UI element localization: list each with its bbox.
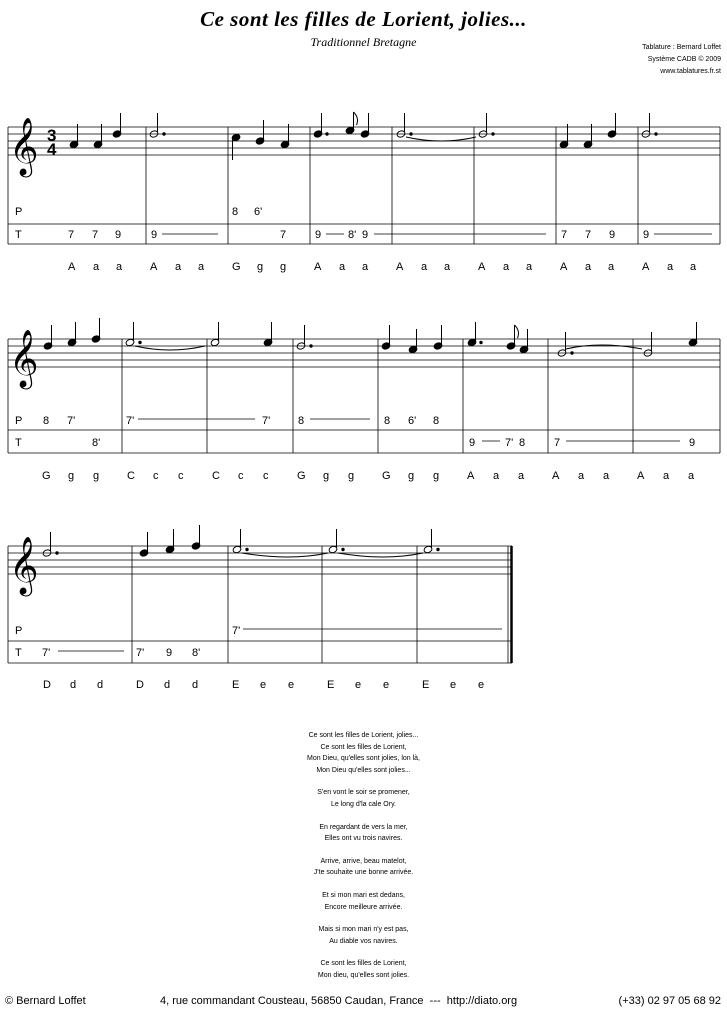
chord: G: [382, 470, 391, 482]
pull-number: 9: [315, 229, 322, 241]
lyric-line: Encore meilleure arrivée.: [324, 903, 403, 911]
lyric-line: Ce sont les filles de Lorient,: [320, 743, 407, 751]
chord: e: [355, 679, 362, 691]
push-number: 6': [408, 415, 417, 427]
chord: E: [327, 679, 335, 691]
credit-website: www.tablatures.fr.st: [660, 68, 721, 75]
chord: A: [642, 261, 650, 273]
chord: a: [93, 261, 100, 273]
staff-system-1: [8, 127, 720, 244]
chord: e: [288, 679, 295, 691]
chord: C: [212, 470, 220, 482]
lyric-line: Mais si mon mari n'y est pas,: [318, 926, 409, 934]
push-number: 7': [67, 415, 76, 427]
pull-row-3: [15, 647, 200, 659]
staff-system-3: [8, 546, 512, 663]
chord: A: [314, 261, 322, 273]
pull-number: 8: [519, 437, 526, 449]
lyric-line: J'te souhaite une bonne arrivée.: [313, 869, 414, 877]
lyrics-stanza: [0, 890, 727, 913]
lyric-line: Ce sont les filles de Lorient, jolies...: [308, 732, 419, 739]
pull-number: 9: [469, 437, 476, 449]
chord: g: [257, 261, 264, 273]
lyric-line: Le long d'la cale Ory.: [330, 800, 397, 808]
chord: C: [127, 470, 135, 482]
lyric-line: Ce sont les filles de Lorient,: [320, 960, 407, 968]
pull-number: 9: [362, 229, 369, 241]
chord: g: [408, 470, 415, 482]
chord: a: [688, 470, 695, 482]
lyric-line: En regardant de vers la mer,: [319, 823, 408, 831]
chord: c: [263, 470, 269, 482]
chord: a: [667, 261, 674, 273]
chord: g: [348, 470, 355, 482]
lyric-line: Mon dieu, qu'elles sont jolies.: [317, 971, 410, 979]
notes-system-2: [43, 318, 698, 357]
push-number: 8: [232, 206, 239, 218]
pull-number: 9: [151, 229, 158, 241]
chord: a: [198, 261, 205, 273]
lyric-line: Mon Dieu qu'elles sont jolies...: [316, 766, 411, 774]
chord: d: [70, 679, 77, 691]
page-title: Ce sont les filles de Lorient, jolies...: [200, 7, 527, 31]
lyrics-stanza: [0, 924, 727, 947]
pull-number: 7': [136, 647, 145, 659]
chord: d: [192, 679, 199, 691]
pull-number: 7: [554, 437, 561, 449]
lyrics-stanza: [0, 730, 727, 776]
chord: a: [663, 470, 670, 482]
pull-number: 7: [585, 229, 592, 241]
chord-row-3: [43, 679, 484, 691]
notes-system-3: [42, 525, 439, 557]
push-number: 7': [262, 415, 271, 427]
chord: c: [153, 470, 159, 482]
hold-lines-3: [58, 629, 502, 651]
pull-number: 9: [609, 229, 616, 241]
lyric-line: Arrive, arrive, beau matelot,: [320, 857, 407, 865]
lyrics-stanza: [0, 856, 727, 879]
lyric-line: Mon Dieu, qu'elles sont jolies, lon là,: [306, 755, 420, 763]
push-label: P: [15, 625, 23, 637]
lyrics: [0, 730, 727, 993]
chord: g: [93, 470, 100, 482]
chord: g: [323, 470, 330, 482]
chord: a: [608, 261, 615, 273]
chord-row-1: [68, 261, 697, 273]
time-sig-bottom: 4: [47, 140, 57, 159]
chord: D: [43, 679, 51, 691]
chord: G: [297, 470, 306, 482]
lyric-line: Et si mon mari est dedans,: [322, 891, 405, 899]
lyric-line: S'en vont le soir se promener,: [317, 789, 410, 797]
pull-number: 8': [92, 437, 101, 449]
chord-row-2: [42, 470, 695, 482]
chord: a: [518, 470, 525, 482]
push-number: 8: [298, 415, 305, 427]
chord: a: [175, 261, 182, 273]
chord: a: [585, 261, 592, 273]
chord: A: [150, 261, 158, 273]
chord: e: [450, 679, 457, 691]
push-row-3: [15, 625, 240, 637]
pull-label: T: [15, 229, 22, 241]
push-number: 7': [232, 625, 241, 637]
pull-number: 9: [115, 229, 122, 241]
pull-number: 7: [92, 229, 99, 241]
pull-row-1: [15, 229, 649, 241]
pull-label: T: [15, 647, 22, 659]
credit-system: Système CADB © 2009: [647, 56, 721, 63]
chord: a: [603, 470, 610, 482]
chord: G: [232, 261, 241, 273]
chord: g: [433, 470, 440, 482]
pull-number: 7': [505, 437, 514, 449]
lyric-line: Au diable vos navires.: [329, 937, 398, 945]
chord: g: [68, 470, 75, 482]
pull-number: 7: [280, 229, 287, 241]
lyrics-stanza: [0, 787, 727, 810]
chord: A: [637, 470, 645, 482]
chord: a: [339, 261, 346, 273]
staff-system-2: [8, 339, 720, 453]
chord: A: [396, 261, 404, 273]
pull-number: 8': [348, 229, 357, 241]
time-sig-top: 3: [47, 126, 57, 145]
credit-author: Tablature : Bernard Loffet: [642, 44, 721, 51]
push-number: 8: [43, 415, 50, 427]
chord: e: [383, 679, 390, 691]
lyrics-stanza: [0, 822, 727, 845]
chord: e: [478, 679, 485, 691]
chord: A: [68, 261, 76, 273]
chord: A: [467, 470, 475, 482]
pull-number: 7: [561, 229, 568, 241]
push-row-2: [15, 415, 439, 427]
chord: A: [478, 261, 486, 273]
chord: g: [280, 261, 287, 273]
chord: a: [421, 261, 428, 273]
push-number: 6': [254, 206, 263, 218]
pull-number: 7': [42, 647, 51, 659]
lyric-line: Elles ont vu trois navires.: [324, 835, 403, 843]
chord: a: [362, 261, 369, 273]
pull-label: T: [15, 437, 22, 449]
chord: a: [493, 470, 500, 482]
pull-number: 9: [166, 647, 173, 659]
chord: a: [116, 261, 123, 273]
push-label: P: [15, 206, 23, 218]
chord: a: [503, 261, 510, 273]
chord: c: [238, 470, 244, 482]
chord: a: [578, 470, 585, 482]
push-row-1: [15, 206, 262, 218]
chord: a: [444, 261, 451, 273]
treble-clef-icon: 𝄞: [9, 118, 39, 174]
page-subtitle: Traditionnel Bretagne: [310, 35, 417, 49]
treble-clef-icon: 𝄞: [9, 537, 39, 593]
pull-number: 9: [643, 229, 650, 241]
push-label: P: [15, 415, 23, 427]
footer-copyright: © Bernard Loffet: [5, 995, 86, 1007]
push-number: 8: [384, 415, 391, 427]
push-number: 8: [433, 415, 440, 427]
treble-clef-icon: 𝄞: [9, 330, 39, 386]
chord: G: [42, 470, 51, 482]
chord: A: [560, 261, 568, 273]
chord: a: [526, 261, 533, 273]
pull-number: 8': [192, 647, 201, 659]
footer-address: 4, rue commandant Cousteau, 56850 Caudan, France --- http://diato.org: [160, 995, 518, 1007]
chord: D: [136, 679, 144, 691]
push-number: 7': [126, 415, 135, 427]
pull-number: 7: [68, 229, 75, 241]
chord: e: [260, 679, 267, 691]
chord: E: [232, 679, 240, 691]
chord: c: [178, 470, 184, 482]
chord: d: [97, 679, 104, 691]
chord: E: [422, 679, 430, 691]
chord: a: [690, 261, 697, 273]
notes-system-1: [69, 112, 657, 160]
chord: d: [164, 679, 171, 691]
lyrics-stanza: [0, 958, 727, 981]
chord: A: [552, 470, 560, 482]
footer-phone: (+33) 02 97 05 68 92: [618, 995, 721, 1007]
pull-row-2: [15, 437, 695, 449]
pull-number: 9: [689, 437, 696, 449]
